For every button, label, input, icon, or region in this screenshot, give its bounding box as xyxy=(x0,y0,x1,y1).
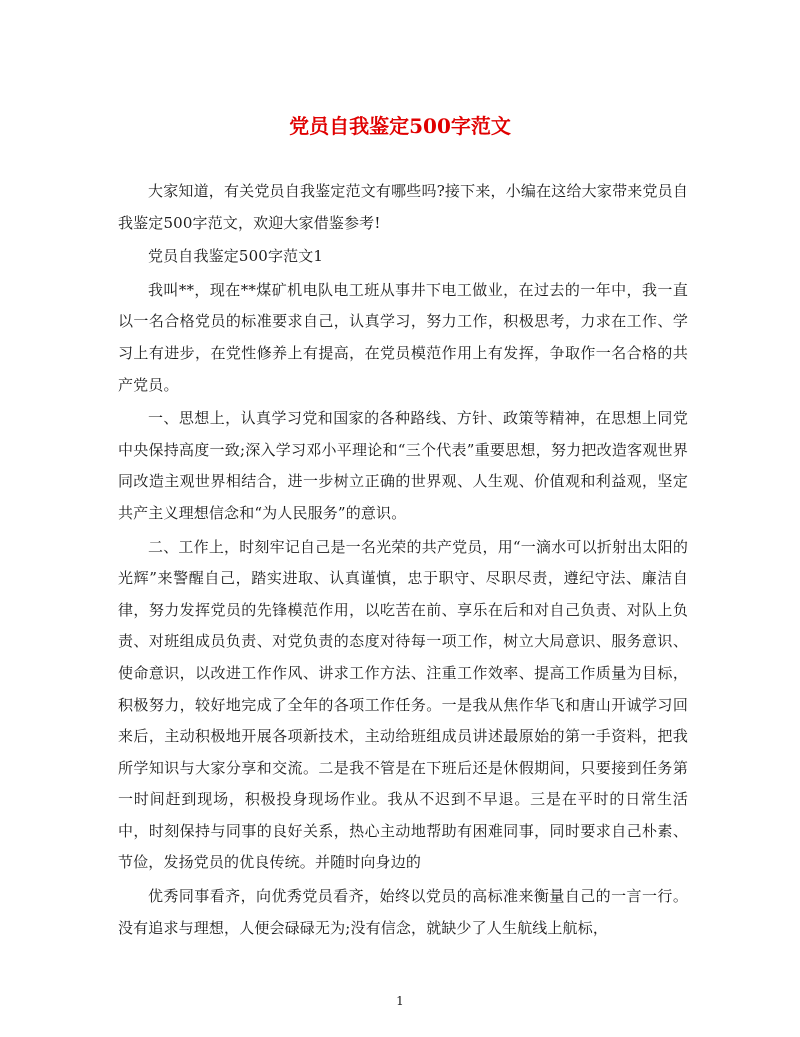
intro-paragraph: 大家知道，有关党员自我鉴定范文有哪些吗?接下来，小编在这给大家带来党员自我鉴定500字范文，欢迎大家借鉴参考! xyxy=(118,182,688,232)
body-paragraph: 一、思想上，认真学习党和国家的各种路线、方针、政策等精神，在思想上同党中央保持高度一致;深入学习邓小平理论和“三个代表”重要思想，努力把改造客观世界同改造主观世界相结合，进一步树立正确的世界观、人生观、价值观和利益观，坚定共产主义理想信念和“为人民服务”的意识。 xyxy=(118,409,688,522)
document-body xyxy=(118,176,688,946)
document-title: 党员自我鉴定500字范文 xyxy=(289,114,511,138)
body-paragraph: 我叫**，现在**煤矿机电队电工班从事井下电工做业，在过去的一年中，我一直以一名合格党员的标准要求自己，认真学习，努力工作，积极思考，力求在工作、学习上有进步，在党性修养上有提高，在党员模范作用上有发挥，争取作一名合格的共产党员。 xyxy=(118,280,688,394)
page-number: 1 xyxy=(396,994,404,1008)
section-heading: 党员自我鉴定500字范文1 xyxy=(148,247,324,266)
body-paragraph: 二、工作上，时刻牢记自己是一名光荣的共产党员，用“一滴水可以折射出太阳的光辉”来警醒自己，踏实进取、认真谨慎，忠于职守、尽职尽责，遵纪守法、廉洁自律，努力发挥党员的先锋模范作用，以吃苦在前、享乐在后和对自己负责、对队上负责、对班组成员负责、对党负责的态度对待每一项工作，树立大局意识、服务意识、使命意识，以改进工作作风、讲求工作方法、注重工作效率、提高工作质量为目标，积极努力，较好地完成了全年的各项工作任务。一是我从焦作华飞和唐山开诚学习回来后，主动积极地开展各项新技术，主动给班组成员讲述最原始的第一手资料，把我所学知识与大家分享和交流。二是我不管是在下班后还是休假期间，只要接到任务第一时间赶到现场，积极投身现场作业。我从不迟到不早退。三是在平时的日常生活中，时刻保持与同事的良好关系，热心主动地帮助有困难同事，同时要求自己朴素、节俭，发扬党员的优良传统。并随时向身边的 xyxy=(118,537,688,872)
body-paragraph: 优秀同事看齐，向优秀党员看齐，始终以党员的高标准来衡量自己的一言一行。没有追求与理想，人便会碌碌无为;没有信念，就缺少了人生航线上航标， xyxy=(118,887,688,937)
